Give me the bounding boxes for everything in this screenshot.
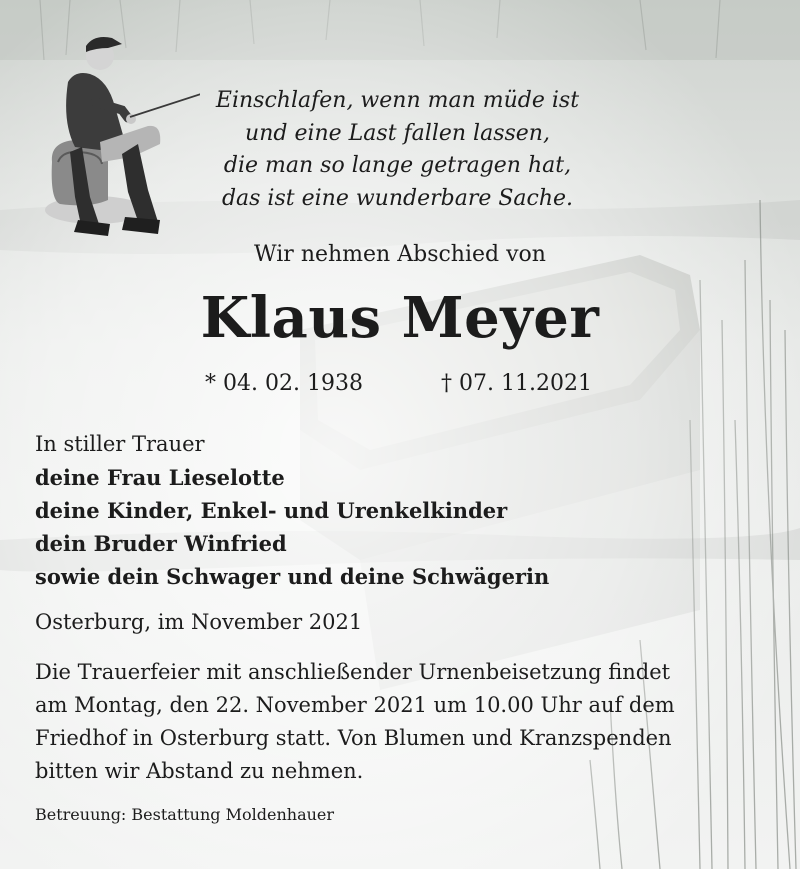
poem	[185, 85, 610, 215]
poem-line: das ist eine wunderbare Sache.	[221, 185, 574, 211]
birth-date: * 04. 02. 1938	[205, 371, 363, 396]
funeral-home-credit: Betreuung: Bestattung Moldenhauer	[35, 805, 335, 824]
deceased-name: Klaus Meyer	[200, 285, 600, 351]
mourners-block	[35, 428, 549, 593]
service-line: bitten wir Abstand zu nehmen.	[35, 759, 364, 783]
mourners-intro: In stiller Trauer	[35, 432, 205, 456]
poem-line: und eine Last fallen lassen,	[245, 120, 550, 146]
service-line: Die Trauerfeier mit anschließender Urnenbeisetzung findet	[35, 660, 671, 684]
poem-line: die man so lange getragen hat,	[223, 153, 572, 178]
death-date: † 07. 11.2021	[441, 371, 592, 396]
poem-line: Einschlafen, wenn man müde ist	[215, 88, 580, 113]
mourner-line: deine Frau Lieselotte	[35, 465, 285, 490]
service-info	[35, 656, 675, 788]
fisherman-illustration	[30, 22, 200, 247]
mourner-line: sowie dein Schwager und deine Schwägerin	[35, 564, 550, 589]
mourner-line: dein Bruder Winfried	[35, 531, 287, 556]
farewell-intro: Wir nehmen Abschied von	[254, 242, 546, 267]
service-line: Friedhof in Osterburg statt. Von Blumen und Kranzspenden	[35, 726, 672, 750]
service-line: am Montag, den 22. November 2021 um 10.00 Uhr auf dem	[35, 693, 675, 717]
mourner-line: deine Kinder, Enkel- und Urenkelkinder	[35, 498, 508, 523]
place-date: Osterburg, im November 2021	[35, 610, 363, 634]
